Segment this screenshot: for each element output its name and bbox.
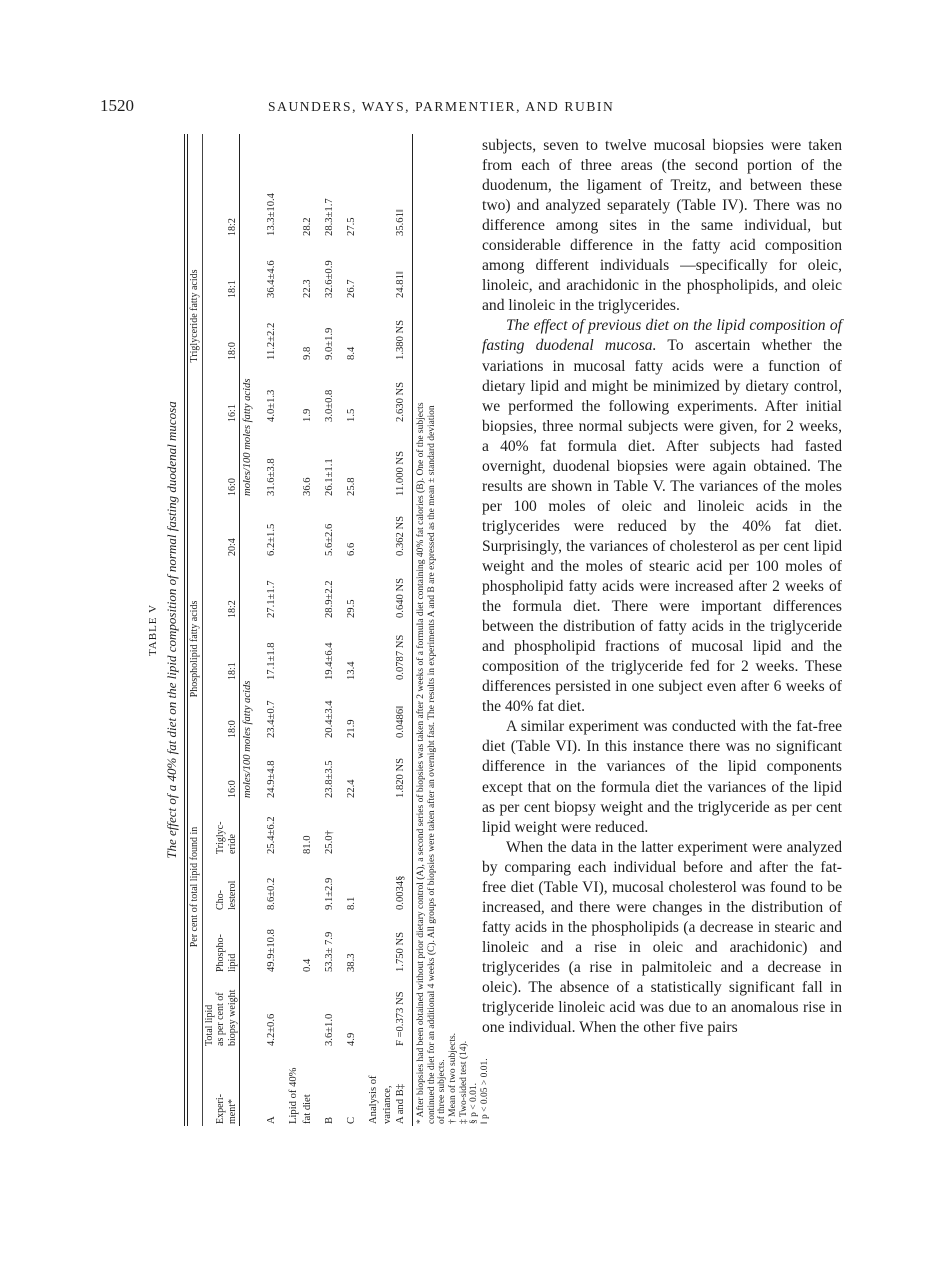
col-pl-18-2: 18:2 bbox=[202, 558, 240, 620]
units-phospholipid: moles/100 moles fatty acids bbox=[242, 680, 253, 798]
table-cell: 81.0 bbox=[301, 835, 313, 854]
col-pl-20-4: 20:4 bbox=[202, 498, 240, 558]
table-cell: 4.9 bbox=[346, 1032, 358, 1046]
rotated-table bbox=[145, 130, 490, 1130]
table-cell: 4.2±0.6 bbox=[266, 1013, 278, 1046]
col-tg-16-1: 16:1 bbox=[202, 362, 240, 424]
table-cell: 1.380 NS bbox=[394, 319, 406, 360]
row-label: Lipid of 40% fat diet bbox=[288, 1067, 313, 1124]
table-body bbox=[255, 134, 408, 1126]
col-cholesterol: Cho- lesterol bbox=[202, 856, 240, 912]
table-cell bbox=[337, 800, 359, 856]
col-pl-16-0: 16:0 bbox=[202, 740, 240, 800]
running-head: SAUNDERS, WAYS, PARMENTIER, AND RUBIN bbox=[268, 99, 615, 114]
table-cell: 28.3±1.7 bbox=[323, 198, 335, 236]
col-experiment: Experi- ment* bbox=[202, 1048, 240, 1126]
units-triglyceride: moles/100 moles fatty acids bbox=[242, 378, 253, 496]
table-cell bbox=[279, 740, 314, 800]
paragraph: subjects, seven to twelve mucosal biopsies were taken from each of three areas (the second portion of the duodenum, the ligament of Treitz, and between these two) and analyzed separately (Table IV). There was no difference among sites in the same individual, but considerable difference in the fatty acid composition among different individuals —specifically for oleic, linoleic, and arachidonic in the phospholipids, and oleic and linoleic in the triglycerides. bbox=[482, 137, 842, 315]
table-cell: 22.3 bbox=[301, 279, 313, 298]
group-phospholipid-fa: Phospholipid fatty acids bbox=[188, 498, 202, 800]
row-label: C bbox=[346, 1116, 358, 1124]
table-row bbox=[279, 134, 314, 1126]
table-cell bbox=[279, 974, 314, 1048]
table-label: TABLE V bbox=[147, 603, 159, 657]
table-caption: The effect of a 40% fat diet on the lipid composition of normal fasting duodenal mucosa bbox=[163, 401, 179, 859]
footnote: ‖ p < 0.05 > 0.01. bbox=[479, 1058, 490, 1124]
col-pl-18-0: 18:0 bbox=[202, 682, 240, 740]
table-cell: 32.6±0.9 bbox=[323, 260, 335, 298]
col-tg-18-1: 18:1 bbox=[202, 238, 240, 300]
table-cell: 9.8 bbox=[301, 346, 313, 360]
table-cell: 29.5 bbox=[346, 599, 358, 618]
table-cell: 38.3 bbox=[346, 953, 358, 972]
table-cell: 5.6±2.6 bbox=[323, 523, 335, 556]
table-cell: 6.6 bbox=[346, 542, 358, 556]
header-column-row bbox=[202, 134, 240, 1126]
paragraph: A similar experiment was conducted with the fat-free diet (Table VI). In this instance there was no significant difference in the variances of the lipid components except that on the formula diet the variances of the lipid as per cent biopsy weight and the triglyceride as per cent lipid weight were reduced. bbox=[482, 718, 842, 836]
units-row bbox=[240, 134, 256, 1126]
table-cell bbox=[279, 498, 314, 558]
table-row bbox=[337, 134, 359, 1126]
footnote: † Mean of two subjects. bbox=[447, 1032, 458, 1124]
table-cell: 28.2 bbox=[301, 217, 313, 236]
body-text-column bbox=[482, 136, 842, 1038]
table-cell: 9.0±1.9 bbox=[323, 327, 335, 360]
paragraph bbox=[482, 316, 842, 717]
footnote: continued the diet for an additional 4 weeks (C). All groups of biopsies were taken after an overnight fast. The results in experiments A and B are expressed as the mean ± standard deviation bbox=[426, 405, 437, 1124]
table-cell: 6.2±1.5 bbox=[266, 523, 278, 556]
row-label: B bbox=[323, 1116, 335, 1124]
table-cell: 25.0† bbox=[323, 830, 335, 854]
table-cell: 1.5 bbox=[346, 408, 358, 422]
table-cell: 31.6±3.8 bbox=[266, 458, 278, 496]
table-cell: 25.8 bbox=[346, 477, 358, 496]
row-label: Analysis of variance, A and B‡ bbox=[368, 1075, 406, 1124]
col-tg-18-0: 18:0 bbox=[202, 300, 240, 362]
table-cell: 53.3± 7.9 bbox=[323, 931, 335, 972]
table-cell: 24.9±4.8 bbox=[266, 760, 278, 798]
table-cell: 26.7 bbox=[346, 279, 358, 298]
table-cell bbox=[279, 558, 314, 620]
table-cell: 0.4 bbox=[301, 958, 313, 972]
table-cell: 27.1±1.7 bbox=[266, 580, 278, 618]
table-cell: 11.000 NS bbox=[394, 451, 406, 496]
table-cell: 0.0034§ bbox=[394, 875, 406, 910]
col-triglyceride: Triglyc- eride bbox=[202, 800, 240, 856]
table-cell: 3.0±0.8 bbox=[323, 389, 335, 422]
table-cell: 19.4±6.4 bbox=[323, 642, 335, 680]
table-cell bbox=[359, 800, 408, 856]
table-cell: 36.4±4.6 bbox=[266, 260, 278, 298]
table-cell: 27.5 bbox=[346, 217, 358, 236]
row-label: A bbox=[266, 1116, 278, 1124]
table-footnotes bbox=[416, 136, 490, 1124]
table-bottom-rule bbox=[412, 134, 413, 1126]
table-cell: 8.6±0.2 bbox=[266, 877, 278, 910]
footnote: * After biopsies had been obtained without prior dietary control (A), a second series of biopsies was taken after 2 weeks of a formula diet containing 40% fat calories (B). One of the subjects bbox=[416, 402, 427, 1124]
table-cell: 3.6±1.0 bbox=[323, 1013, 335, 1046]
data-table bbox=[188, 134, 408, 1126]
table-cell: 49.9±10.8 bbox=[266, 929, 278, 972]
table-cell: 35.61‖ bbox=[394, 209, 406, 236]
table-cell: 36.6 bbox=[301, 477, 313, 496]
col-total-lipid: Total lipid as per cent of biopsy weight bbox=[202, 974, 240, 1048]
table-cell: 1.750 NS bbox=[394, 931, 406, 972]
table-cell: F =0.373 NS bbox=[394, 991, 406, 1046]
col-pl-18-1: 18:1 bbox=[202, 620, 240, 682]
table-cell: 8.4 bbox=[346, 346, 358, 360]
table-cell: 0.640 NS bbox=[394, 577, 406, 618]
table-row bbox=[315, 134, 337, 1126]
footnote: ‡ Two-sided test (14). bbox=[458, 1040, 469, 1124]
analysis-row bbox=[359, 134, 408, 1126]
table-cell: 2.630 NS bbox=[394, 381, 406, 422]
table-cell: 8.1 bbox=[346, 896, 358, 910]
section-title: The effect of previous diet on the lipid composition of fasting duodenal mucosa. bbox=[482, 317, 842, 355]
table-cell: 11.2±2.2 bbox=[266, 322, 278, 360]
table-cell: 23.4±0.7 bbox=[266, 700, 278, 738]
table-cell: 1.820 NS bbox=[394, 757, 406, 798]
col-tg-16-0: 16:0 bbox=[202, 424, 240, 498]
table-cell: 1.9 bbox=[301, 408, 313, 422]
table-row bbox=[255, 134, 279, 1126]
page-number: 1520 bbox=[100, 96, 134, 115]
table-v bbox=[145, 130, 490, 1130]
table-cell: 26.1±1.1 bbox=[323, 458, 335, 496]
col-phospholipid: Phospho- lipid bbox=[202, 912, 240, 974]
table-cell bbox=[279, 620, 314, 682]
footnote: § p < 0.01. bbox=[469, 1083, 480, 1124]
col-tg-18-2: 18:2 bbox=[202, 134, 240, 238]
table-cell: 4.0±1.3 bbox=[266, 389, 278, 422]
paragraph-text: To ascertain whether the variations in mucosal fatty acids were a function of dietary lipid and might be minimized by dietary control, we performed the following experiments. After initial biopsies, three normal subjects were given, for 2 weeks, a 40% fat formula diet. After subjects had fasted overnight, duodenal biopsies were again obtained. The results are shown in Table V. The variances of the moles per 100 moles of oleic and linoleic acids in the triglycerides were reduced by the 40% fat diet. Surprisingly, the variances of cholesterol as per cent lipid weight and the moles of stearic acid per 100 moles of phospholipid fatty acids were increased after 2 weeks of the formula diet. There were important differences between the distribution of fatty acids in the triglyceride and phospholipid fractions of mucosal lipid and the composition of the triglyceride fed for 2 weeks. These differences persisted in one subject even after 6 weeks of the 40% fat diet. bbox=[482, 337, 842, 716]
table-cell: 22.4 bbox=[346, 779, 358, 798]
group-triglyceride-fa: Triglyceride fatty acids bbox=[188, 134, 202, 498]
table-cell: 9.1±2.9 bbox=[323, 877, 335, 910]
paragraph: When the data in the latter experiment were analyzed by comparing each individual before and after the fat-free diet (Table VI), mucosal cholesterol was found to be increased, and there were changes in the distribution of fatty acids in the phospholipids (a decrease in stearic and linoleic and a rise in oleic and arachidonic) and triglycerides (a rise in palmitoleic and a decrease in oleic). The absence of a statistically significant fall in triglyceride linoleic acid was due to an anomalous rise in one individual. When the other five pairs bbox=[482, 838, 842, 1037]
table-cell: 25.4±6.2 bbox=[266, 816, 278, 854]
table-cell: 0.0787 NS bbox=[394, 634, 406, 680]
footnote: of three subjects. bbox=[437, 1059, 448, 1124]
table-cell: 23.8±3.5 bbox=[323, 760, 335, 798]
table-cell: 0.362 NS bbox=[394, 515, 406, 556]
table-cell: 13.3±10.4 bbox=[266, 193, 278, 236]
table-cell: 17.1±1.8 bbox=[266, 642, 278, 680]
table-cell: 20.4±3.4 bbox=[323, 700, 335, 738]
table-cell: 28.9±2.2 bbox=[323, 580, 335, 618]
table-cell: 24.81‖ bbox=[394, 271, 406, 298]
table-cell: 13.4 bbox=[346, 661, 358, 680]
header-group-row bbox=[188, 134, 202, 1126]
table-cell bbox=[279, 682, 314, 740]
group-percent-total: Per cent of total lipid found in bbox=[188, 800, 202, 974]
table-cell: 0.0486‖ bbox=[394, 705, 406, 738]
table-cell: 21.9 bbox=[346, 719, 358, 738]
table-cell bbox=[279, 856, 314, 912]
